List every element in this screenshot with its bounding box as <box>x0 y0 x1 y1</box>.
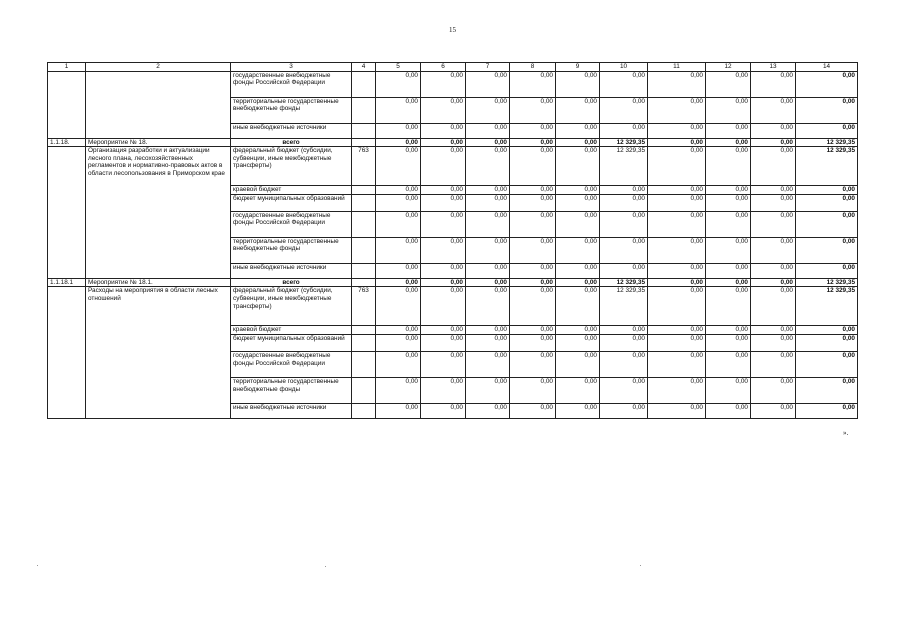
amount-cell: 0,00 <box>600 351 648 377</box>
amount-cell: 12 329,35 <box>600 138 648 147</box>
amount-cell: 0,00 <box>706 403 751 418</box>
amount-cell: 0,00 <box>751 194 796 211</box>
row-code: 1.1.18.1 <box>48 278 86 287</box>
header-cell: 7 <box>466 63 510 72</box>
amount-cell: 0,00 <box>556 194 600 211</box>
amount-cell: 0,00 <box>466 138 510 147</box>
amount-cell: 12 329,35 <box>600 287 648 326</box>
amount-cell: 0,00 <box>706 334 751 351</box>
funding-source: всего <box>231 278 352 287</box>
grbs-code <box>352 278 376 287</box>
amount-cell: 0,00 <box>376 287 421 326</box>
funding-source: государственные внебюджетные фонды Российской Федерации <box>231 351 352 377</box>
amount-cell: 0,00 <box>510 377 556 403</box>
amount-cell: 0,00 <box>466 147 510 186</box>
amount-cell: 0,00 <box>421 403 466 418</box>
amount-cell: 0,00 <box>648 278 706 287</box>
amount-cell: 0,00 <box>556 211 600 237</box>
grbs-code <box>352 237 376 263</box>
amount-cell: 0,00 <box>376 334 421 351</box>
amount-cell: 0,00 <box>706 71 751 97</box>
amount-cell: 0,00 <box>751 186 796 195</box>
table-row <box>48 138 858 147</box>
amount-cell: 0,00 <box>796 377 858 403</box>
amount-cell: 0,00 <box>510 263 556 278</box>
amount-cell: 0,00 <box>648 351 706 377</box>
amount-cell: 0,00 <box>421 237 466 263</box>
grbs-code: 763 <box>352 287 376 326</box>
amount-cell: 0,00 <box>510 211 556 237</box>
amount-cell: 0,00 <box>376 377 421 403</box>
amount-cell: 0,00 <box>466 377 510 403</box>
amount-cell: 0,00 <box>556 237 600 263</box>
amount-cell: 0,00 <box>556 147 600 186</box>
amount-cell: 0,00 <box>466 71 510 97</box>
amount-cell: 0,00 <box>600 377 648 403</box>
amount-cell: 0,00 <box>466 326 510 335</box>
amount-cell: 0,00 <box>648 147 706 186</box>
amount-cell: 0,00 <box>421 211 466 237</box>
amount-cell: 0,00 <box>648 97 706 123</box>
table-row <box>48 71 858 97</box>
grbs-code <box>352 123 376 138</box>
amount-cell: 0,00 <box>421 377 466 403</box>
amount-cell: 0,00 <box>510 138 556 147</box>
header-cell: 4 <box>352 63 376 72</box>
amount-cell: 12 329,35 <box>796 138 858 147</box>
amount-cell: 0,00 <box>796 194 858 211</box>
amount-cell: 0,00 <box>421 71 466 97</box>
grbs-code <box>352 138 376 147</box>
amount-cell: 0,00 <box>751 263 796 278</box>
header-cell: 11 <box>648 63 706 72</box>
amount-cell: 0,00 <box>600 123 648 138</box>
amount-cell: 0,00 <box>510 194 556 211</box>
funding-source: краевой бюджет <box>231 326 352 335</box>
amount-cell: 0,00 <box>421 194 466 211</box>
amount-cell: 0,00 <box>796 403 858 418</box>
amount-cell: 0,00 <box>796 123 858 138</box>
amount-cell: 0,00 <box>706 123 751 138</box>
amount-cell: 0,00 <box>796 71 858 97</box>
funding-source: всего <box>231 138 352 147</box>
row-title: Мероприятие № 18. <box>86 138 231 147</box>
amount-cell: 0,00 <box>751 287 796 326</box>
amount-cell: 0,00 <box>466 351 510 377</box>
header-cell: 12 <box>706 63 751 72</box>
amount-cell: 0,00 <box>556 263 600 278</box>
funding-source: федеральный бюджет (субсидии, субвенции, иные межбюджетные трансферты) <box>231 287 352 326</box>
funding-source: бюджет муниципальных образований <box>231 194 352 211</box>
grbs-code <box>352 263 376 278</box>
row-description: Организация разработки и актуализации лесного плана, лесохозяйственных регламентов и нормативно-правовых актов в области лесопользования в Приморском крае <box>86 147 231 279</box>
grbs-code <box>352 194 376 211</box>
amount-cell: 0,00 <box>466 278 510 287</box>
funding-source: иные внебюджетные источники <box>231 403 352 418</box>
funding-source: государственные внебюджетные фонды Российской Федерации <box>231 211 352 237</box>
amount-cell: 0,00 <box>376 194 421 211</box>
amount-cell: 0,00 <box>376 123 421 138</box>
scan-speck <box>325 566 326 567</box>
row-description <box>86 71 231 138</box>
amount-cell: 0,00 <box>600 186 648 195</box>
amount-cell: 0,00 <box>706 287 751 326</box>
amount-cell: 0,00 <box>421 287 466 326</box>
amount-cell: 0,00 <box>510 334 556 351</box>
amount-cell: 0,00 <box>600 334 648 351</box>
amount-cell: 0,00 <box>796 237 858 263</box>
amount-cell: 0,00 <box>796 97 858 123</box>
scan-speck <box>640 565 641 566</box>
header-cell: 1 <box>48 63 86 72</box>
amount-cell: 0,00 <box>466 403 510 418</box>
row-description: Расходы на мероприятия в области лесных отношений <box>86 287 231 419</box>
amount-cell: 0,00 <box>796 326 858 335</box>
amount-cell: 0,00 <box>376 278 421 287</box>
amount-cell: 0,00 <box>466 194 510 211</box>
amount-cell: 0,00 <box>376 263 421 278</box>
amount-cell: 0,00 <box>706 351 751 377</box>
amount-cell: 0,00 <box>648 211 706 237</box>
amount-cell: 0,00 <box>556 326 600 335</box>
amount-cell: 0,00 <box>796 263 858 278</box>
amount-cell: 0,00 <box>751 211 796 237</box>
amount-cell: 0,00 <box>376 71 421 97</box>
row-title: Мероприятие № 18.1. <box>86 278 231 287</box>
amount-cell: 0,00 <box>510 278 556 287</box>
amount-cell: 0,00 <box>648 326 706 335</box>
funding-source: краевой бюджет <box>231 186 352 195</box>
amount-cell: 0,00 <box>466 123 510 138</box>
amount-cell: 0,00 <box>510 123 556 138</box>
amount-cell: 0,00 <box>648 138 706 147</box>
header-cell: 6 <box>421 63 466 72</box>
funding-source: территориальные государственные внебюджетные фонды <box>231 97 352 123</box>
amount-cell: 0,00 <box>706 147 751 186</box>
amount-cell: 0,00 <box>600 237 648 263</box>
amount-cell: 0,00 <box>796 351 858 377</box>
header-row <box>48 63 858 72</box>
grbs-code <box>352 211 376 237</box>
amount-cell: 0,00 <box>376 186 421 195</box>
amount-cell: 0,00 <box>466 334 510 351</box>
amount-cell: 0,00 <box>421 97 466 123</box>
amount-cell: 0,00 <box>600 211 648 237</box>
amount-cell: 0,00 <box>751 147 796 186</box>
amount-cell: 0,00 <box>421 138 466 147</box>
page-number: 15 <box>449 26 456 34</box>
amount-cell: 0,00 <box>648 263 706 278</box>
amount-cell: 0,00 <box>706 278 751 287</box>
amount-cell: 0,00 <box>510 71 556 97</box>
amount-cell: 0,00 <box>706 377 751 403</box>
amount-cell: 0,00 <box>648 71 706 97</box>
amount-cell: 0,00 <box>376 326 421 335</box>
amount-cell: 0,00 <box>600 71 648 97</box>
amount-cell: 0,00 <box>510 351 556 377</box>
amount-cell: 0,00 <box>556 186 600 195</box>
amount-cell: 0,00 <box>706 186 751 195</box>
amount-cell: 0,00 <box>648 194 706 211</box>
amount-cell: 0,00 <box>751 377 796 403</box>
grbs-code: 763 <box>352 147 376 186</box>
amount-cell: 0,00 <box>556 351 600 377</box>
amount-cell: 0,00 <box>751 334 796 351</box>
header-cell: 9 <box>556 63 600 72</box>
header-cell: 5 <box>376 63 421 72</box>
amount-cell: 0,00 <box>556 403 600 418</box>
amount-cell: 0,00 <box>706 194 751 211</box>
amount-cell: 0,00 <box>376 97 421 123</box>
amount-cell: 0,00 <box>376 211 421 237</box>
amount-cell: 0,00 <box>510 97 556 123</box>
amount-cell: 0,00 <box>376 351 421 377</box>
amount-cell: 0,00 <box>376 147 421 186</box>
amount-cell: 0,00 <box>648 377 706 403</box>
amount-cell: 0,00 <box>706 237 751 263</box>
row-code: 1.1.18. <box>48 138 86 147</box>
amount-cell: 0,00 <box>648 403 706 418</box>
amount-cell: 0,00 <box>751 403 796 418</box>
grbs-code <box>352 97 376 123</box>
row-code <box>48 147 86 279</box>
amount-cell: 0,00 <box>796 334 858 351</box>
header-cell: 13 <box>751 63 796 72</box>
header-cell: 10 <box>600 63 648 72</box>
grbs-code <box>352 403 376 418</box>
header-cell: 8 <box>510 63 556 72</box>
amount-cell: 0,00 <box>751 237 796 263</box>
amount-cell: 0,00 <box>466 211 510 237</box>
amount-cell: 12 329,35 <box>796 147 858 186</box>
grbs-code <box>352 351 376 377</box>
amount-cell: 0,00 <box>510 403 556 418</box>
amount-cell: 0,00 <box>466 263 510 278</box>
amount-cell: 0,00 <box>556 123 600 138</box>
amount-cell: 0,00 <box>600 97 648 123</box>
amount-cell: 0,00 <box>421 351 466 377</box>
amount-cell: 0,00 <box>648 186 706 195</box>
amount-cell: 0,00 <box>706 263 751 278</box>
amount-cell: 0,00 <box>648 123 706 138</box>
amount-cell: 12 329,35 <box>796 278 858 287</box>
amount-cell: 0,00 <box>421 186 466 195</box>
amount-cell: 0,00 <box>556 377 600 403</box>
header-cell: 3 <box>231 63 352 72</box>
amount-cell: 0,00 <box>556 287 600 326</box>
grbs-code <box>352 186 376 195</box>
funding-source: иные внебюджетные источники <box>231 263 352 278</box>
amount-cell: 0,00 <box>510 287 556 326</box>
amount-cell: 0,00 <box>706 211 751 237</box>
funding-source: иные внебюджетные источники <box>231 123 352 138</box>
amount-cell: 12 329,35 <box>600 278 648 287</box>
amount-cell: 0,00 <box>556 278 600 287</box>
amount-cell: 0,00 <box>466 97 510 123</box>
funding-source: территориальные государственные внебюджетные фонды <box>231 377 352 403</box>
table-body <box>48 63 858 419</box>
row-code <box>48 287 86 419</box>
amount-cell: 0,00 <box>796 186 858 195</box>
amount-cell: 0,00 <box>751 326 796 335</box>
funding-source: государственные внебюджетные фонды Российской Федерации <box>231 71 352 97</box>
funding-source: федеральный бюджет (субсидии, субвенции, иные межбюджетные трансферты) <box>231 147 352 186</box>
header-cell: 2 <box>86 63 231 72</box>
amount-cell: 0,00 <box>556 138 600 147</box>
amount-cell: 0,00 <box>556 334 600 351</box>
amount-cell: 0,00 <box>376 403 421 418</box>
amount-cell: 0,00 <box>600 263 648 278</box>
amount-cell: 0,00 <box>648 287 706 326</box>
table-row <box>48 278 858 287</box>
amount-cell: 0,00 <box>421 147 466 186</box>
funding-source: бюджет муниципальных образований <box>231 334 352 351</box>
amount-cell: 0,00 <box>510 237 556 263</box>
closing-mark: ». <box>843 429 849 437</box>
amount-cell: 0,00 <box>376 237 421 263</box>
amount-cell: 0,00 <box>421 123 466 138</box>
amount-cell: 0,00 <box>600 403 648 418</box>
amount-cell: 0,00 <box>466 186 510 195</box>
grbs-code <box>352 71 376 97</box>
amount-cell: 0,00 <box>556 97 600 123</box>
amount-cell: 0,00 <box>466 237 510 263</box>
amount-cell: 0,00 <box>421 326 466 335</box>
amount-cell: 12 329,35 <box>796 287 858 326</box>
scan-speck <box>37 565 38 566</box>
funding-source: территориальные государственные внебюджетные фонды <box>231 237 352 263</box>
amount-cell: 0,00 <box>510 147 556 186</box>
grbs-code <box>352 334 376 351</box>
amount-cell: 0,00 <box>600 194 648 211</box>
amount-cell: 0,00 <box>376 138 421 147</box>
amount-cell: 0,00 <box>706 326 751 335</box>
amount-cell: 0,00 <box>421 278 466 287</box>
funding-table <box>47 62 858 419</box>
grbs-code <box>352 326 376 335</box>
amount-cell: 0,00 <box>556 71 600 97</box>
row-code <box>48 71 86 138</box>
table-row <box>48 287 858 326</box>
grbs-code <box>352 377 376 403</box>
amount-cell: 0,00 <box>421 263 466 278</box>
amount-cell: 0,00 <box>421 334 466 351</box>
amount-cell: 0,00 <box>751 71 796 97</box>
amount-cell: 0,00 <box>751 138 796 147</box>
amount-cell: 0,00 <box>796 211 858 237</box>
header-cell: 14 <box>796 63 858 72</box>
amount-cell: 0,00 <box>648 334 706 351</box>
amount-cell: 0,00 <box>751 278 796 287</box>
amount-cell: 0,00 <box>466 287 510 326</box>
amount-cell: 0,00 <box>751 351 796 377</box>
amount-cell: 0,00 <box>706 138 751 147</box>
amount-cell: 12 329,35 <box>600 147 648 186</box>
amount-cell: 0,00 <box>706 97 751 123</box>
amount-cell: 0,00 <box>751 123 796 138</box>
amount-cell: 0,00 <box>751 97 796 123</box>
amount-cell: 0,00 <box>510 326 556 335</box>
amount-cell: 0,00 <box>510 186 556 195</box>
table-row <box>48 147 858 186</box>
amount-cell: 0,00 <box>648 237 706 263</box>
amount-cell: 0,00 <box>600 326 648 335</box>
